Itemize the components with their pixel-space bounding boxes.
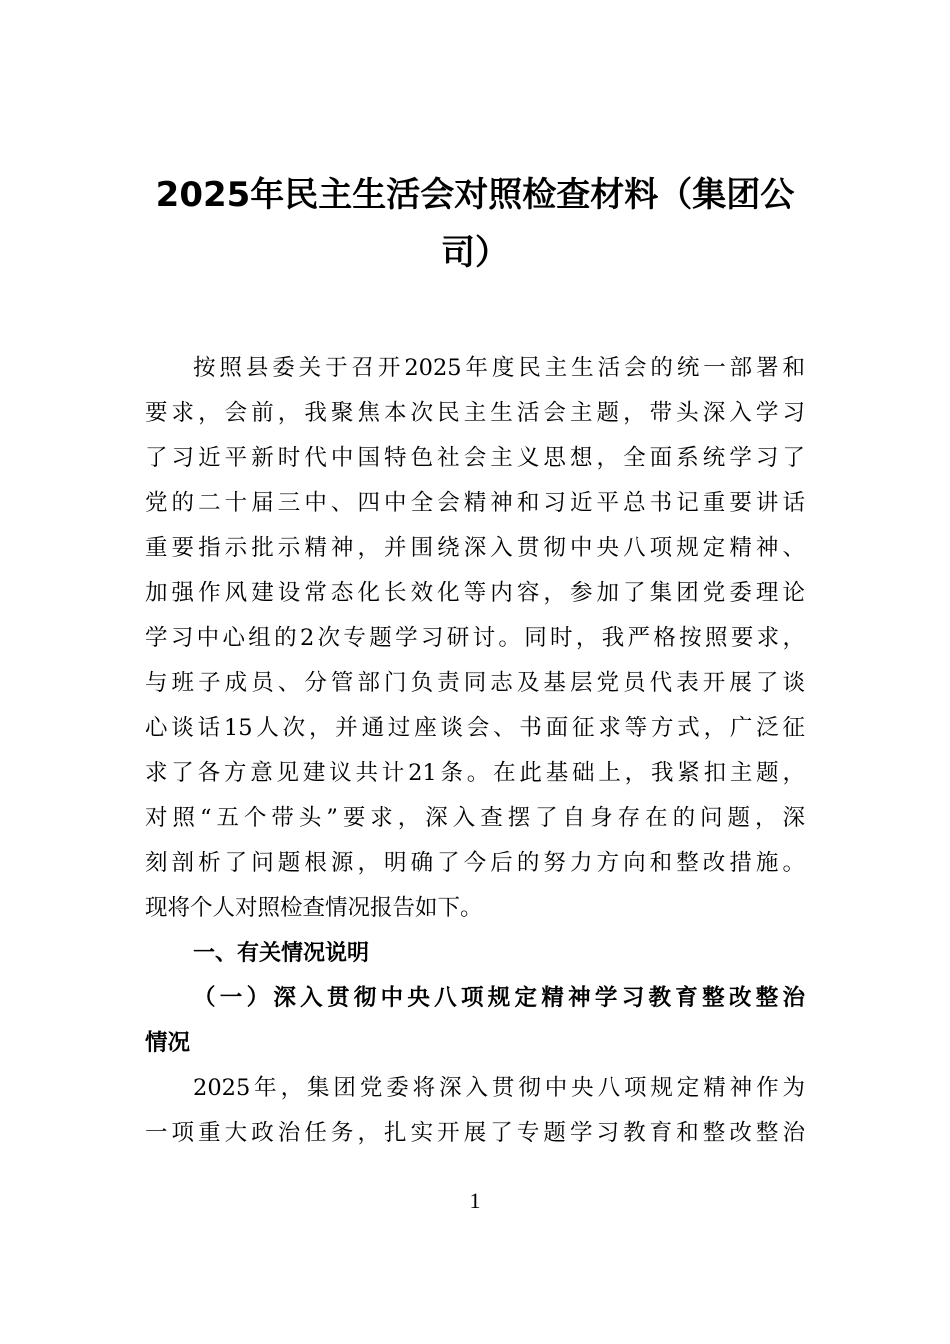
paragraph-line: 2025年，集团党委将深入贯彻中央八项规定精神作为 bbox=[193, 1075, 805, 1101]
intro-line: 重要指示批示精神，并围绕深入贯彻中央八项规定精神、 bbox=[145, 535, 805, 561]
intro-line: 心谈话15人次，并通过座谈会、书面征求等方式，广泛征 bbox=[145, 715, 805, 741]
intro-line: 加强作风建设常态化长效化等内容，参加了集团党委理论 bbox=[145, 580, 805, 606]
page-number: 1 bbox=[469, 1188, 481, 1213]
title-line-1: 2025年民主生活会对照检查材料（集团公 bbox=[155, 175, 795, 215]
intro-line: 与班子成员、分管部门负责同志及基层党员代表开展了谈 bbox=[145, 670, 805, 696]
intro-line: 对照“五个带头”要求，深入查摆了自身存在的问题，深 bbox=[145, 805, 805, 831]
paragraph-line: 一项重大政治任务，扎实开展了专题学习教育和整改整治 bbox=[145, 1120, 805, 1146]
subsection-heading-line: （一）深入贯彻中央八项规定精神学习教育整改整治 bbox=[193, 985, 805, 1011]
intro-line: 刻剖析了问题根源，明确了今后的努力方向和整改措施。 bbox=[145, 850, 805, 876]
intro-line: 按照县委关于召开2025年度民主生活会的统一部署和 bbox=[193, 355, 805, 381]
subsection-heading-line: 情况 bbox=[145, 1030, 191, 1056]
intro-line: 要求，会前，我聚焦本次民主生活会主题，带头深入学习 bbox=[145, 400, 805, 426]
document-body bbox=[145, 346, 805, 1156]
intro-line: 了习近平新时代中国特色社会主义思想，全面系统学习了 bbox=[145, 445, 805, 471]
title-line-2: 司） bbox=[441, 233, 509, 273]
intro-line: 现将个人对照检查情况报告如下。 bbox=[145, 895, 483, 921]
intro-line: 党的二十届三中、四中全会精神和习近平总书记重要讲话 bbox=[145, 490, 805, 516]
intro-line: 求了各方意见建议共计21条。在此基础上，我紧扣主题， bbox=[145, 760, 805, 786]
section-heading: 一、有关情况说明 bbox=[193, 941, 370, 966]
document-title bbox=[145, 166, 805, 282]
intro-line: 学习中心组的2次专题学习研讨。同时，我严格按照要求， bbox=[145, 625, 805, 651]
